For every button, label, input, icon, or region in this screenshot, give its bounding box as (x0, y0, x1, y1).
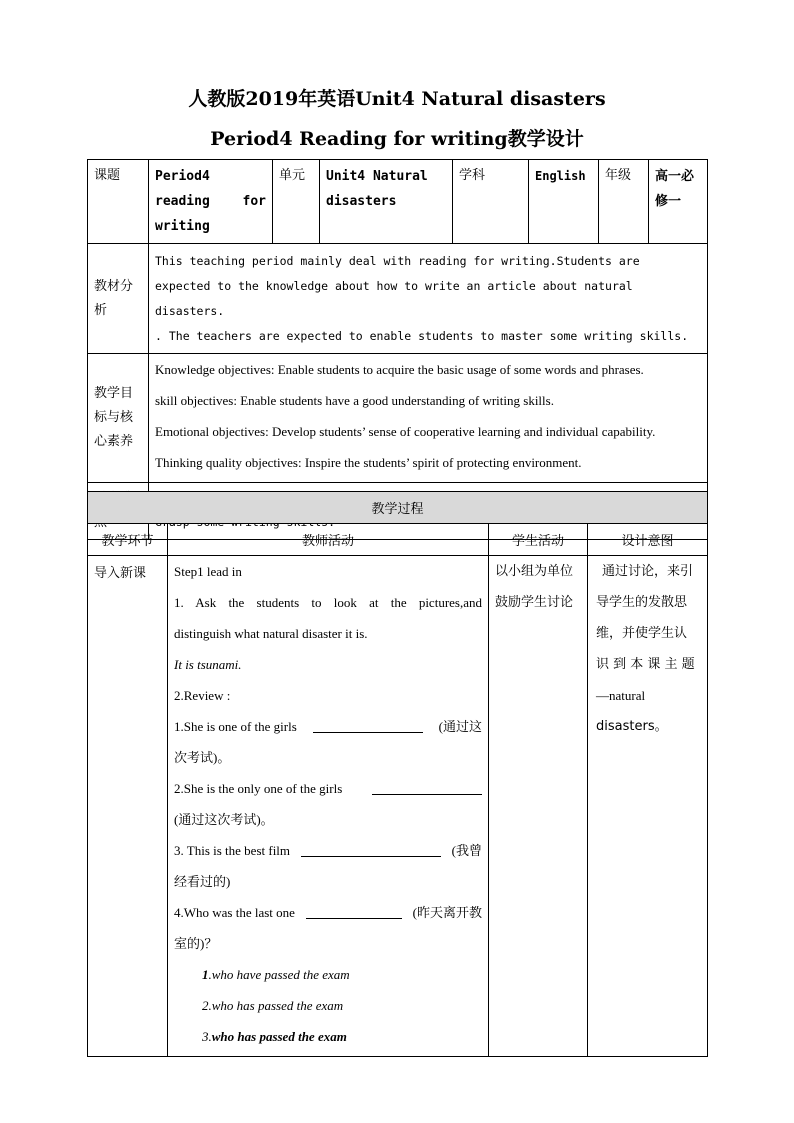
intent-line: 导学生的发散思 (596, 595, 688, 610)
header-teacher-activity: 教师活动 (168, 524, 489, 556)
question-line: 1. Ask the students to look at the pictures,and (174, 595, 482, 610)
grade-value: 高一必修一 (649, 160, 708, 244)
subject-label: 学科 (453, 160, 529, 244)
objective-line: skill objectives: Enable students have a good understanding of writing skills. (155, 393, 554, 408)
option-line: 3.who has passed the exam (202, 1029, 347, 1044)
review-hint-cont: (通过这次考试)。 (174, 812, 274, 827)
answer-line: It is tsunami. (174, 657, 242, 672)
answer-blank (313, 720, 423, 733)
review-hint-cont: 室的)？ (174, 936, 218, 951)
process-heading: 教学过程 (88, 492, 708, 524)
student-activity-cell: 以小组为单位鼓励学生讨论 (489, 556, 588, 1057)
grade-label: 年级 (599, 160, 649, 244)
review-item-1 (174, 711, 482, 742)
review-item-4 (174, 897, 482, 928)
review-text: 3. This is the best film (174, 843, 291, 858)
answer-blank (301, 844, 441, 857)
subject-value: English (529, 160, 599, 244)
objective-line: Emotional objectives: Develop students’ sense of cooperative learning and individual capability. (155, 424, 656, 439)
intent-line: disasters。 (596, 719, 668, 734)
review-heading: 2.Review : (174, 688, 231, 703)
answer-blank (372, 782, 482, 795)
objective-line: Thinking quality objectives: Inspire the students’ spirit of protecting environment. (155, 455, 582, 470)
header-design-intent: 设计意图 (588, 524, 708, 556)
unit-label: 单元 (273, 160, 320, 244)
header-stage: 教学环节 (88, 524, 168, 556)
lesson-info-table (87, 159, 708, 540)
unit-value: Unit4 Natural disasters (320, 160, 453, 244)
header-student-activity: 学生活动 (489, 524, 588, 556)
objective-line: Knowledge objectives: Enable students to acquire the basic usage of some words and phrases. (155, 362, 644, 377)
option-line: 1.who have passed the exam (202, 967, 350, 982)
answer-blank (306, 906, 402, 919)
option-line: 2.who has passed the exam (202, 998, 344, 1013)
analysis-line: expected to the knowledge about how to write an article about natural disasters. (155, 279, 633, 318)
review-hint: (我曾 (451, 843, 482, 858)
process-table (87, 491, 708, 1057)
intent-line: 维，并使学生认 (596, 626, 688, 641)
analysis-line: . The teachers are expected to enable students to master some writing skills. (155, 329, 689, 343)
review-item-3 (174, 835, 482, 866)
review-text: 4.Who was the last one (174, 905, 295, 920)
review-hint-cont: 经看过的) (174, 874, 231, 889)
teacher-activity-cell (168, 556, 489, 1057)
document-title-line2: Period4 Reading for writing教学设计 (210, 128, 584, 150)
document-title-line1: 人教版2019年英语Unit4 Natural disasters (188, 88, 606, 110)
intent-line: —natural (596, 688, 646, 703)
review-text: 1.She is one of the girls (174, 719, 297, 734)
objectives-content (149, 354, 708, 483)
step-heading: Step1 lead in (174, 564, 242, 579)
analysis-content (149, 244, 708, 354)
review-item-2 (174, 773, 482, 804)
design-intent-cell (588, 556, 708, 1057)
analysis-label: 教材分析 (88, 244, 149, 354)
review-hint: (昨天离开教 (412, 905, 482, 920)
review-hint: (通过这 (438, 719, 482, 734)
analysis-line: This teaching period mainly deal with reading for writing.Students are (155, 254, 640, 268)
intent-line: 通过讨论，来引 (602, 564, 694, 579)
topic-value: Period4 reading for writing (149, 160, 273, 244)
topic-label: 课题 (88, 160, 149, 244)
intent-line: 识 到 本 课 主 题 (596, 657, 695, 672)
stage-cell: 导入新课 (88, 556, 168, 1057)
objectives-label: 教学目标与核心素养 (88, 354, 149, 483)
review-text: 2.She is the only one of the girls (174, 781, 343, 796)
review-hint-cont: 次考试)。 (174, 750, 231, 765)
question-line: distinguish what natural disaster it is. (174, 626, 368, 641)
